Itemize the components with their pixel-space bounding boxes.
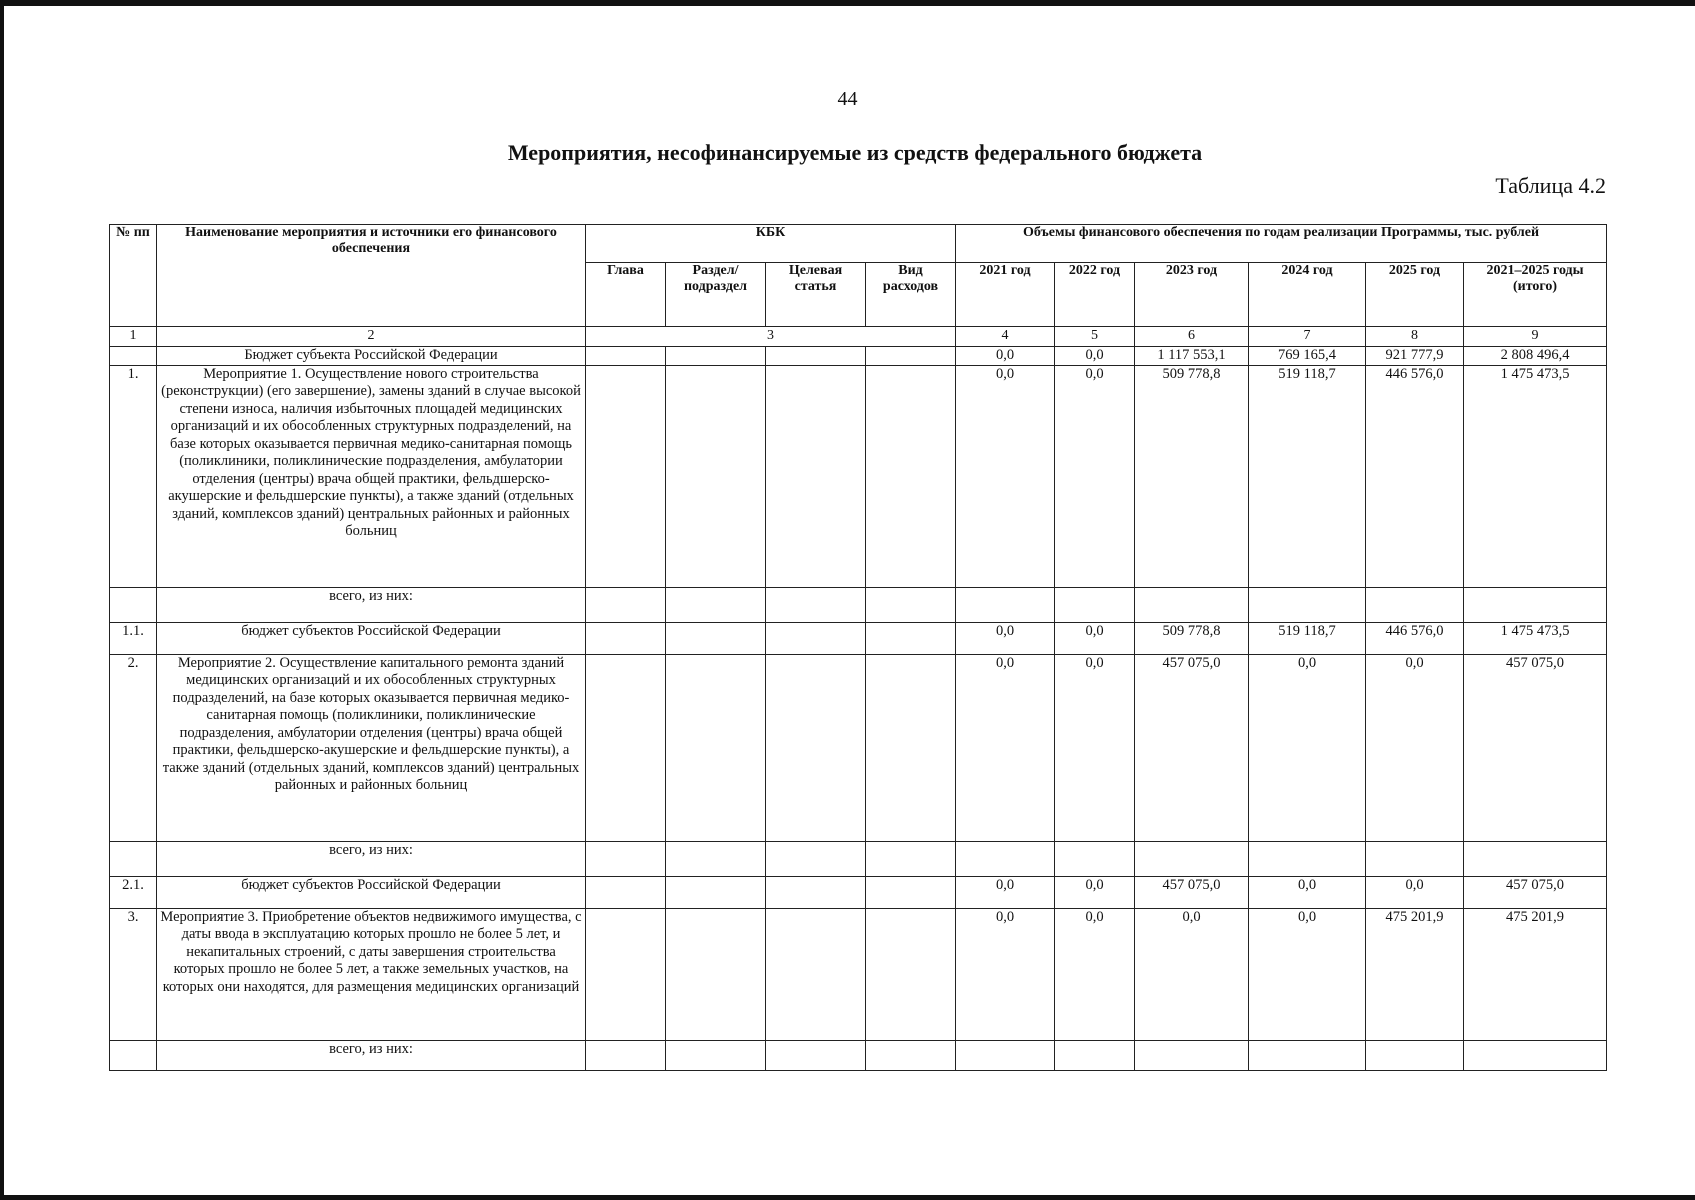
kbk-cell <box>666 841 766 876</box>
kbk-cell <box>586 365 666 587</box>
value-total: 2 808 496,4 <box>1464 347 1607 366</box>
value-2021: 0,0 <box>956 347 1055 366</box>
kbk-cell <box>866 347 956 366</box>
value-2025: 446 576,0 <box>1366 622 1464 654</box>
row-name: бюджет субъектов Российской Федерации <box>157 876 586 908</box>
value-2024 <box>1249 841 1366 876</box>
kbk-cell <box>766 1040 866 1070</box>
value-2024: 0,0 <box>1249 654 1366 841</box>
table-row <box>110 654 1607 841</box>
value-2021 <box>956 1040 1055 1070</box>
kbk-cell <box>766 347 866 366</box>
row-num <box>110 1040 157 1070</box>
header-total: 2021–2025 годы (итого) <box>1464 263 1607 327</box>
row-name: Бюджет субъекта Российской Федерации <box>157 347 586 366</box>
value-2022: 0,0 <box>1055 622 1135 654</box>
table-row <box>110 908 1607 1040</box>
row-name: всего, из них: <box>157 587 586 622</box>
column-number: 9 <box>1464 327 1607 347</box>
header-vid: Вид расходов <box>866 263 956 327</box>
table-row <box>110 365 1607 587</box>
table-row <box>110 347 1607 366</box>
value-2025: 921 777,9 <box>1366 347 1464 366</box>
value-2025 <box>1366 841 1464 876</box>
page-number: 44 <box>837 88 858 110</box>
table-row <box>110 587 1607 622</box>
value-total <box>1464 587 1607 622</box>
value-2024: 519 118,7 <box>1249 622 1366 654</box>
kbk-cell <box>766 841 866 876</box>
row-num: 3. <box>110 908 157 1040</box>
row-num: 2.1. <box>110 876 157 908</box>
kbk-cell <box>586 908 666 1040</box>
value-2023: 1 117 553,1 <box>1135 347 1249 366</box>
header-kbk: КБК <box>586 225 956 263</box>
value-2021: 0,0 <box>956 908 1055 1040</box>
table-row <box>110 1040 1607 1070</box>
value-2025 <box>1366 1040 1464 1070</box>
column-number: 7 <box>1249 327 1366 347</box>
value-2023: 0,0 <box>1135 908 1249 1040</box>
value-2023 <box>1135 587 1249 622</box>
value-2025: 446 576,0 <box>1366 365 1464 587</box>
scan-border-top <box>0 0 1695 6</box>
value-2022 <box>1055 841 1135 876</box>
value-2022: 0,0 <box>1055 908 1135 1040</box>
row-name: Мероприятие 3. Приобретение объектов недвижимого имущества, с даты ввода в эксплуатацию которых прошло не более 5 лет, и некапитальных строений, с даты завершения строительства которых прошло не более 5 лет, а также земельных участков, на которых они находятся, для размещения медицинских организаций <box>157 908 586 1040</box>
kbk-cell <box>866 1040 956 1070</box>
table-row <box>110 841 1607 876</box>
header-razdel: Раздел/ подраздел <box>666 263 766 327</box>
header-2023: 2023 год <box>1135 263 1249 327</box>
value-2023: 509 778,8 <box>1135 365 1249 587</box>
kbk-cell <box>666 908 766 1040</box>
kbk-cell <box>586 347 666 366</box>
kbk-cell <box>766 876 866 908</box>
value-2024: 519 118,7 <box>1249 365 1366 587</box>
row-name: Мероприятие 2. Осуществление капитального ремонта зданий медицинских организаций и их обособленных структурных подразделений, на базе которых оказывается первичная медико-санитарная помощь (поликлиники, поликлинические подразделения, амбулатории отделения (центры) врача общей практики, фельдшерско-акушерские и фельдшерские пункты), а также зданий (отдельных зданий, комплексов зданий) центральных районных и районных больниц <box>157 654 586 841</box>
value-2023 <box>1135 1040 1249 1070</box>
row-num <box>110 587 157 622</box>
kbk-cell <box>866 365 956 587</box>
value-2024: 769 165,4 <box>1249 347 1366 366</box>
table-label: Таблица 4.2 <box>1495 173 1606 198</box>
value-2025: 0,0 <box>1366 654 1464 841</box>
column-number: 6 <box>1135 327 1249 347</box>
value-2024: 0,0 <box>1249 908 1366 1040</box>
header-row-1 <box>110 225 1607 263</box>
kbk-cell <box>586 1040 666 1070</box>
value-2021: 0,0 <box>956 622 1055 654</box>
value-total: 457 075,0 <box>1464 654 1607 841</box>
value-total: 1 475 473,5 <box>1464 365 1607 587</box>
value-2021 <box>956 841 1055 876</box>
row-name: всего, из них: <box>157 841 586 876</box>
value-2022: 0,0 <box>1055 347 1135 366</box>
kbk-cell <box>866 622 956 654</box>
scan-border-left <box>0 0 4 1200</box>
row-num <box>110 841 157 876</box>
header-2021: 2021 год <box>956 263 1055 327</box>
value-2025: 0,0 <box>1366 876 1464 908</box>
kbk-cell <box>666 365 766 587</box>
value-2023: 457 075,0 <box>1135 876 1249 908</box>
header-celevaya: Целевая статья <box>766 263 866 327</box>
document-title: Мероприятия, несофинансируемые из средств федерального бюджета <box>507 140 1203 165</box>
row-name: всего, из них: <box>157 1040 586 1070</box>
kbk-cell <box>766 908 866 1040</box>
row-name: бюджет субъектов Российской Федерации <box>157 622 586 654</box>
kbk-cell <box>666 347 766 366</box>
value-total: 475 201,9 <box>1464 908 1607 1040</box>
value-2025: 475 201,9 <box>1366 908 1464 1040</box>
value-2024 <box>1249 587 1366 622</box>
kbk-cell <box>666 1040 766 1070</box>
header-num: № пп <box>110 225 157 327</box>
column-number: 1 <box>110 327 157 347</box>
header-glava: Глава <box>586 263 666 327</box>
value-2021: 0,0 <box>956 876 1055 908</box>
kbk-cell <box>586 587 666 622</box>
row-name: Мероприятие 1. Осуществление нового строительства (реконструкции) (его завершение), замены зданий в случае высокой степени износа, наличия избыточных площадей медицинских организаций и их обособленных структурных подразделений, на базе которых оказывается первичная медико-санитарная помощь (поликлиники, поликлинические подразделения, амбулатории отделения (центры) врача общей практики, фельдшерско-акушерские и фельдшерские пункты), а также зданий (отдельных зданий, комплексов зданий) центральных районных и районных больниц <box>157 365 586 587</box>
kbk-cell <box>766 622 866 654</box>
header-volumes: Объемы финансового обеспечения по годам реализации Программы, тыс. рублей <box>956 225 1607 263</box>
kbk-cell <box>766 587 866 622</box>
column-number: 4 <box>956 327 1055 347</box>
kbk-cell <box>866 876 956 908</box>
column-numbers-row <box>110 327 1607 347</box>
value-2022: 0,0 <box>1055 876 1135 908</box>
value-2023: 457 075,0 <box>1135 654 1249 841</box>
kbk-cell <box>766 365 866 587</box>
row-num <box>110 347 157 366</box>
kbk-cell <box>586 654 666 841</box>
value-2021: 0,0 <box>956 365 1055 587</box>
kbk-cell <box>666 587 766 622</box>
value-2024: 0,0 <box>1249 876 1366 908</box>
row-num: 1.1. <box>110 622 157 654</box>
kbk-cell <box>586 622 666 654</box>
kbk-cell <box>866 654 956 841</box>
value-2023: 509 778,8 <box>1135 622 1249 654</box>
header-2025: 2025 год <box>1366 263 1464 327</box>
kbk-cell <box>766 654 866 841</box>
kbk-cell <box>666 876 766 908</box>
kbk-cell <box>866 908 956 1040</box>
kbk-cell <box>866 587 956 622</box>
kbk-cell <box>586 841 666 876</box>
value-2021 <box>956 587 1055 622</box>
column-number: 3 <box>586 327 956 347</box>
value-2024 <box>1249 1040 1366 1070</box>
value-2022: 0,0 <box>1055 654 1135 841</box>
scan-border-bottom <box>0 1195 1695 1200</box>
value-total: 457 075,0 <box>1464 876 1607 908</box>
value-total: 1 475 473,5 <box>1464 622 1607 654</box>
financing-table <box>109 224 1607 1071</box>
kbk-cell <box>866 841 956 876</box>
table-row <box>110 622 1607 654</box>
table-row <box>110 876 1607 908</box>
kbk-cell <box>586 876 666 908</box>
header-2024: 2024 год <box>1249 263 1366 327</box>
row-num: 2. <box>110 654 157 841</box>
column-number: 5 <box>1055 327 1135 347</box>
row-num: 1. <box>110 365 157 587</box>
value-2022: 0,0 <box>1055 365 1135 587</box>
value-2021: 0,0 <box>956 654 1055 841</box>
value-2025 <box>1366 587 1464 622</box>
value-2022 <box>1055 1040 1135 1070</box>
value-2022 <box>1055 587 1135 622</box>
column-number: 2 <box>157 327 586 347</box>
value-total <box>1464 1040 1607 1070</box>
kbk-cell <box>666 622 766 654</box>
kbk-cell <box>666 654 766 841</box>
value-2023 <box>1135 841 1249 876</box>
header-2022: 2022 год <box>1055 263 1135 327</box>
header-name: Наименование мероприятия и источники его финансового обеспечения <box>157 225 586 327</box>
value-total <box>1464 841 1607 876</box>
column-number: 8 <box>1366 327 1464 347</box>
